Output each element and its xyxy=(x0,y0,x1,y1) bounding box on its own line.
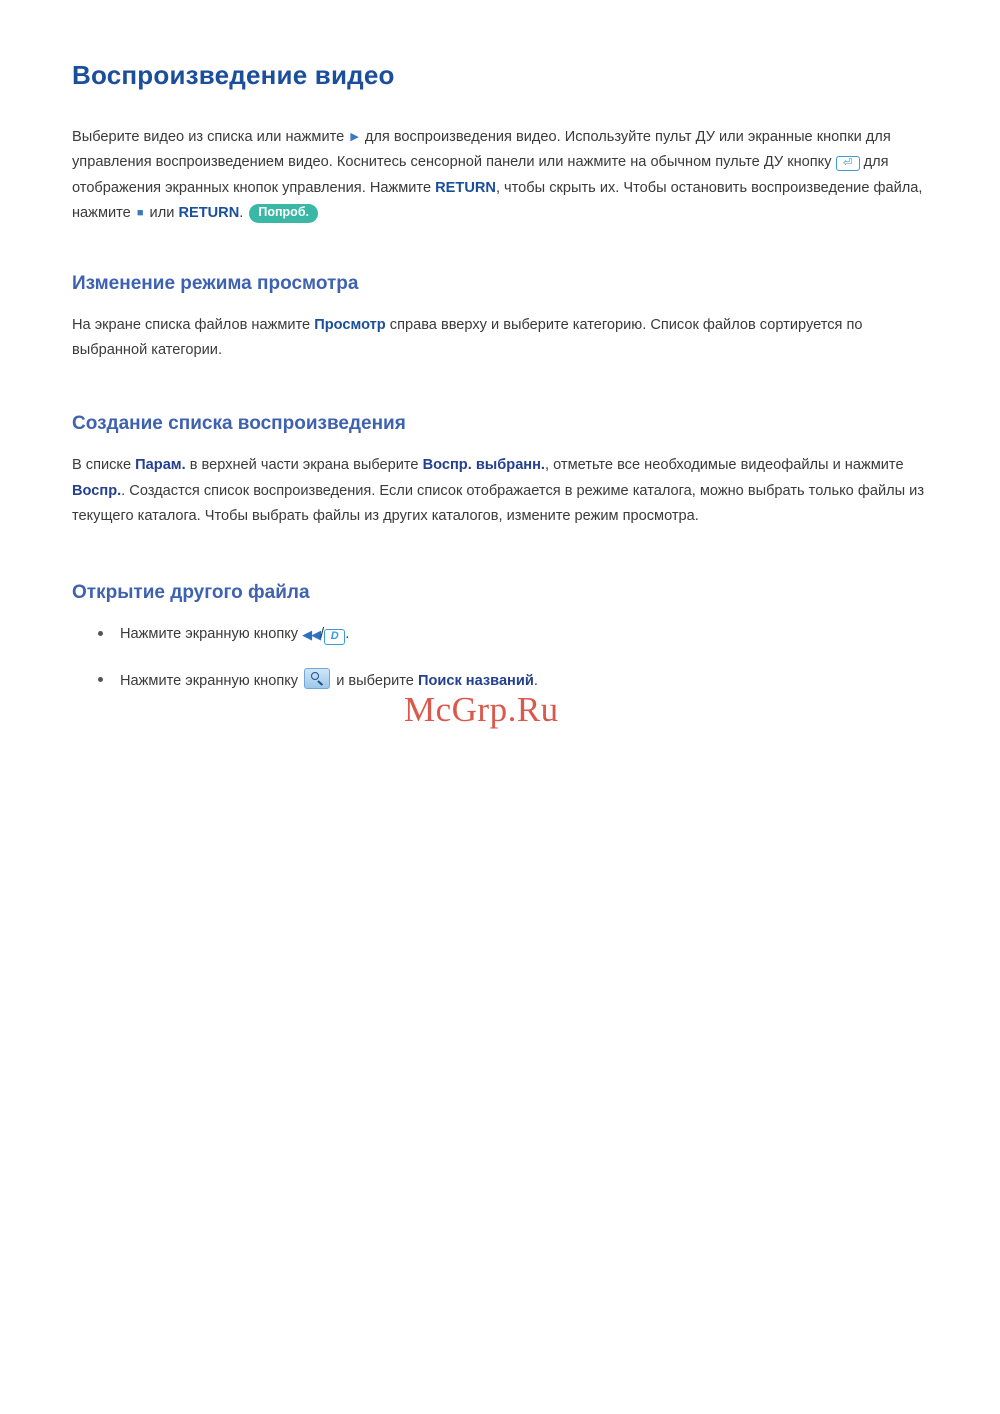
section-paragraph-playlist xyxy=(72,453,928,529)
view-mode-bold-label: Просмотр xyxy=(314,316,386,333)
stop-icon: ■ xyxy=(136,207,144,220)
return-key-label-2: RETURN xyxy=(178,205,240,222)
intro-text-1: Выберите видео из списка или нажмите xyxy=(72,129,345,145)
document-content xyxy=(72,60,928,716)
try-now-badge[interactable]: Попроб. xyxy=(249,204,318,223)
enter-key-icon: ⏎ xyxy=(836,156,860,171)
page-title: Воспроизведение видео xyxy=(72,60,395,90)
bullet-dot-icon xyxy=(98,677,103,682)
intro-paragraph xyxy=(72,125,928,227)
bullet-1-text-before: Нажмите экранную кнопку xyxy=(120,625,299,642)
playlist-text-2: в верхней части экрана выберите xyxy=(189,457,419,474)
bullet-2-text-after: . xyxy=(533,673,538,690)
rewind-icon: ◀◀ xyxy=(302,626,321,642)
bullet-2-bold-label: Поиск названий xyxy=(417,673,534,690)
playlist-bold-play-selected: Воспр. выбранн. xyxy=(422,457,545,474)
view-mode-text-after: справа вверху и выберите категорию. Список файлов сортируется по выбранной категории. xyxy=(72,316,863,358)
playlist-text-1: В списке xyxy=(72,457,132,474)
search-button-icon xyxy=(304,668,330,689)
bullet-2-text-mid: и выберите xyxy=(336,673,414,690)
section-open-file xyxy=(72,582,928,695)
d-button-icon: D xyxy=(324,629,345,645)
section-heading-playlist: Создание списка воспроизведения xyxy=(72,413,406,435)
return-key-label-1: RETURN xyxy=(435,179,496,196)
view-mode-text-before: На экране списка файлов нажмите xyxy=(72,316,311,333)
intro-text-4: , чтобы скрыть их. Чтобы остановить воспроизведение файла, нажмите xyxy=(72,179,923,222)
bullet-1-separator: / xyxy=(320,625,325,642)
section-paragraph-view-mode xyxy=(72,313,928,364)
playlist-bold-params: Парам. xyxy=(135,457,186,474)
playlist-text-4: . Создастся список воспроизведения. Если список отображается в режиме каталога, можно выбрать только файлы из текущего каталога. Чтобы выбрать файлы из других каталогов, измените режим просмотра. xyxy=(72,482,925,525)
intro-text-5: или xyxy=(149,205,175,222)
intro-block xyxy=(72,125,928,227)
list-item xyxy=(72,622,928,647)
intro-text-6: . xyxy=(239,205,244,222)
section-heading-view-mode: Изменение режима просмотра xyxy=(72,272,359,294)
section-heading-open-file: Открытие другого файла xyxy=(72,581,310,603)
open-file-bullet-list xyxy=(72,622,928,695)
watermark: McGrp.Ru xyxy=(404,690,559,729)
intro-text-3: для отображения экранных кнопок управления. Нажмите xyxy=(72,154,889,196)
bullet-2-text-before: Нажмите экранную кнопку xyxy=(120,673,299,690)
bullet-dot-icon xyxy=(98,631,103,636)
bullet-1-text-after: . xyxy=(345,625,350,642)
playlist-bold-play: Воспр. xyxy=(72,482,122,499)
section-playlist xyxy=(72,413,928,529)
playlist-text-3: , отметьте все необходимые видеофайлы и нажмите xyxy=(545,457,904,474)
section-view-mode xyxy=(72,273,928,364)
play-icon: ▶ xyxy=(350,131,359,143)
intro-text-2: для воспроизведения видео. Используйте пульт ДУ или экранные кнопки для управления воспроизведением видео. Коснитесь сенсорной панели или нажмите на обычном пульте ДУ кнопку xyxy=(72,129,891,171)
